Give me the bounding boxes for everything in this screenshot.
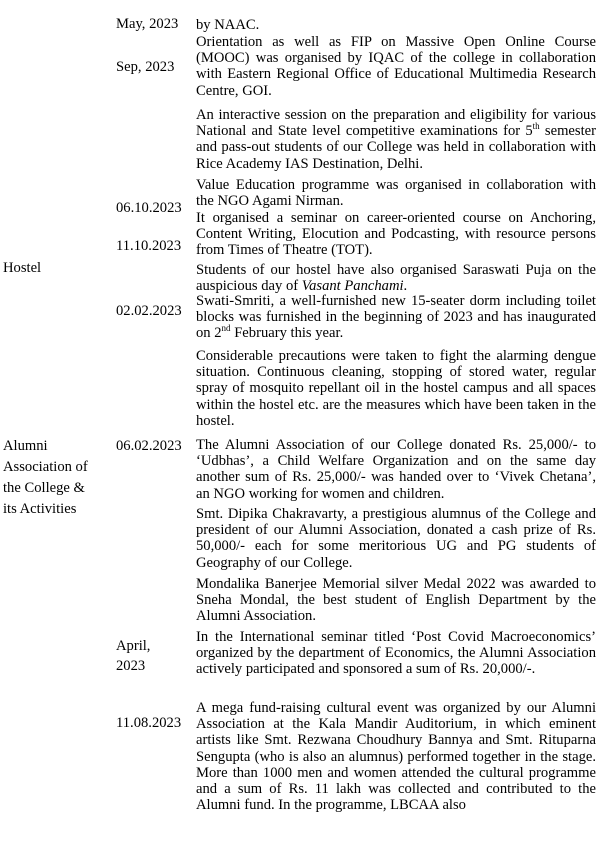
date-april-2023 [116,636,150,676]
entry-dengue-precautions: Considerable precautions were taken to fight the alarming dengue situation. Continuous cleaning, stopping of stored water, regular spray of mosquito repellant oil in the hostel campus and all spaces within the hostel etc. are the measures which have been taken in the hostel. [196,348,596,429]
date-may-2023: May, 2023 [116,16,179,32]
section-label-alumni-line: its Activities [3,501,77,517]
entry-text: Swati-Smriti, a well-furnished new 15-seater dorm including toilet blocks was furnished in the beginning of 2023 and has inaugurated on 2 [196,293,596,342]
date-11-08-2023: 11.08.2023 [116,715,182,731]
entry-cash-prize: Smt. Dipika Chakravarty, a prestigious alumnus of the College and president of our Alumni Association, donated a cash prize of Rs. 50,000/- each for some meritorious UG and PG students of Geography of our College. [196,506,596,571]
section-label-alumni-line: Association of [3,459,88,475]
date-11-10-2023: 11.10.2023 [116,238,182,254]
entry-naac: by NAAC. [196,17,260,33]
entry-text: . [403,278,408,295]
entry-mooc-orientation: Orientation as well as FIP on Massive Open Online Course (MOOC) was organised by IQAC of the college in collaboration with Eastern Regional Office of Educational Multimedia Research Centre, GOI. [196,34,596,99]
section-label-alumni-line: Alumni [3,438,48,454]
entry-value-education: Value Education programme was organised in collaboration with the NGO Agami Nirman. [196,177,596,210]
entry-career-seminar: It organised a seminar on career-oriented course on Anchoring, Content Writing, Elocution and Podcasting, with resource persons from Times of Theatre (TOT). [196,210,596,259]
date-april-line: 2023 [116,658,146,674]
superscript: nd [221,323,231,334]
entry-saraswati-puja [196,262,596,294]
entry-text: February this year. [230,325,344,342]
section-label-hostel: Hostel [3,260,42,276]
entry-international-seminar: In the International seminar titled ‘Post Covid Macroeconomics’ organized by the department of Economics, the Alumni Association actively participated and sponsored a sum of Rs. 20,000/-. [196,629,596,678]
entry-italic-text: Vasant Panchami [301,278,404,295]
date-06-02-2023: 06.02.2023 [116,438,182,454]
entry-text: An interactive session on the preparation and eligibility for various National and State level competitive examinations for 5 [196,107,596,140]
superscript: th [532,121,540,132]
entry-memorial-medal: Mondalika Banerjee Memorial silver Medal 2022 was awarded to Sneha Mondal, the best student of English Department by the Alumni Association. [196,576,596,625]
date-april-line: April, [116,638,151,654]
date-sep-2023: Sep, 2023 [116,59,175,75]
date-02-02-2023: 02.02.2023 [116,303,182,319]
entry-alumni-donation: The Alumni Association of our College donated Rs. 25,000/- to ‘Udbhas’, a Child Welfare Organization and on the same day another sum of Rs. 25,000/- was handed over to ‘Vivek Chetana’, an NGO working for women and children. [196,437,596,502]
section-label-alumni-line: the College & [3,480,85,496]
date-06-10-2023: 06.10.2023 [116,200,182,216]
section-label-alumni [3,436,88,520]
entry-text: Students of our hostel have also organised Saraswati Puja on the auspicious day of [196,262,596,295]
entry-text: semester and pass-out students of our College was held in collaboration with Rice Academy IAS Destination, Delhi. [196,123,596,172]
entry-competitive-exam-session [196,107,596,172]
entry-fund-raising-event: A mega fund-raising cultural event was organized by our Alumni Association at the Kala Mandir Auditorium, in which eminent artists like Smt. Rezwana Choudhury Bannya and Smt. Rituparna Sengupta (who is also an alumnus) performed together in the stage. More than 1000 men and women attended the cultural programme and a sum of Rs. 11 lakh was collected and contributed to the Alumni fund. In the programme, LBCAA also [196,700,596,814]
entry-swati-smriti-dorm [196,293,596,342]
